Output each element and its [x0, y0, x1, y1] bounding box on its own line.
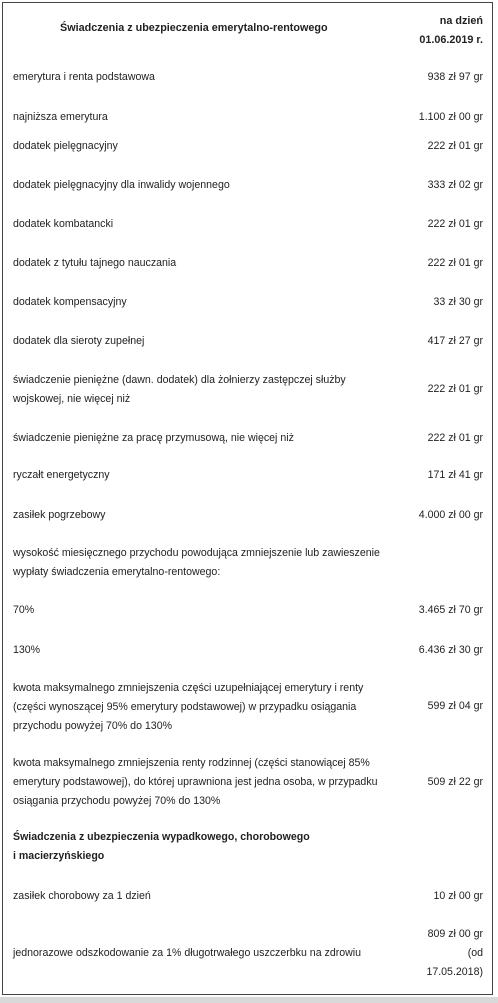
row-value	[393, 925, 483, 982]
row-value: 333 zł 02 gr	[427, 179, 483, 191]
row-label-line: osiągania przychodu powyżej 70% do 130%	[13, 795, 221, 807]
row-label-line: wypłaty świadczenia emerytalno-rentowego:	[13, 566, 221, 578]
row-label: dodatek pielęgnacyjny	[13, 140, 118, 152]
row-label: świadczenie pieniężne za pracę przymusową, nie więcej niż	[13, 432, 294, 444]
table-title: Świadczenia z ubezpieczenia emerytalno-rentowego	[60, 22, 328, 34]
row-value: 10 zł 00 gr	[433, 890, 483, 902]
row-label: dodatek kombatancki	[13, 218, 114, 230]
row-value: 417 zł 27 gr	[427, 335, 483, 347]
row-value: 4.000 zł 00 gr	[418, 509, 483, 521]
row-label-line: wysokość miesięcznego przychodu powodująca zmniejszenie lub zawieszenie	[13, 547, 380, 559]
row-value: 222 zł 01 gr	[427, 383, 483, 395]
row-value: 509 zł 22 gr	[427, 776, 483, 788]
row-value: 222 zł 01 gr	[427, 218, 483, 230]
date-header	[393, 12, 483, 50]
row-label-line: kwota maksymalnego zmniejszenia części uzupełniającej emerytury i renty	[13, 682, 364, 694]
row-value: 938 zł 97 gr	[427, 71, 483, 83]
row-label-line: wojskowej, nie więcej niż	[13, 393, 131, 405]
row-value: 222 zł 01 gr	[427, 257, 483, 269]
section-2-title-line: i macierzyńskiego	[13, 850, 105, 862]
row-value-line: 809 zł 00 gr	[427, 928, 483, 940]
row-label: zasiłek pogrzebowy	[13, 509, 106, 521]
row-label	[13, 371, 399, 409]
row-value: 171 zł 41 gr	[427, 469, 483, 481]
row-label: dodatek pielęgnacyjny dla inwalidy wojennego	[13, 179, 230, 191]
row-label: zasiłek chorobowy za 1 dzień	[13, 890, 151, 902]
row-label: najniższa emerytura	[13, 111, 108, 123]
date-line-1: na dzień	[439, 15, 483, 27]
row-label-line: świadczenie pieniężne (dawn. dodatek) dla żołnierzy zastępczej służby	[13, 374, 346, 386]
row-value: 33 zł 30 gr	[433, 296, 483, 308]
row-value: 3.465 zł 70 gr	[418, 604, 483, 616]
row-label: 70%	[13, 604, 35, 616]
date-line-2: 01.06.2019 r.	[419, 34, 483, 46]
row-label-line: emerytury podstawowej), do której uprawniona jest jedna osoba, w przypadku	[13, 776, 378, 788]
row-label	[13, 754, 399, 811]
row-label: dodatek z tytułu tajnego nauczania	[13, 257, 177, 269]
row-label-line: (części wynoszącej 95% emerytury podstawowej) w przypadku osiągania	[13, 701, 357, 713]
row-value: 6.436 zł 30 gr	[418, 644, 483, 656]
bottom-scroll-strip	[0, 997, 498, 1003]
row-label: ryczałt energetyczny	[13, 469, 110, 481]
row-label-line: przychodu powyżej 70% do 130%	[13, 720, 173, 732]
row-value-line: 17.05.2018)	[426, 966, 483, 978]
row-label	[13, 544, 399, 582]
row-label-line: kwota maksymalnego zmniejszenia renty rodzinnej (części stanowiącej 85%	[13, 757, 370, 769]
section-2-title-line: Świadczenia z ubezpieczenia wypadkowego, chorobowego	[13, 831, 310, 843]
row-value-line: (od	[467, 947, 483, 959]
row-label: dodatek dla sieroty zupełnej	[13, 335, 145, 347]
row-value: 599 zł 04 gr	[427, 700, 483, 712]
row-value: 222 zł 01 gr	[427, 432, 483, 444]
row-label	[13, 679, 399, 736]
row-label: 130%	[13, 644, 41, 656]
row-label: emerytura i renta podstawowa	[13, 71, 155, 83]
row-value: 1.100 zł 00 gr	[418, 111, 483, 123]
row-label: jednorazowe odszkodowanie za 1% długotrwałego uszczerbku na zdrowiu	[13, 947, 362, 959]
row-value: 222 zł 01 gr	[427, 140, 483, 152]
section-2-title	[13, 828, 399, 866]
row-label: dodatek kompensacyjny	[13, 296, 127, 308]
